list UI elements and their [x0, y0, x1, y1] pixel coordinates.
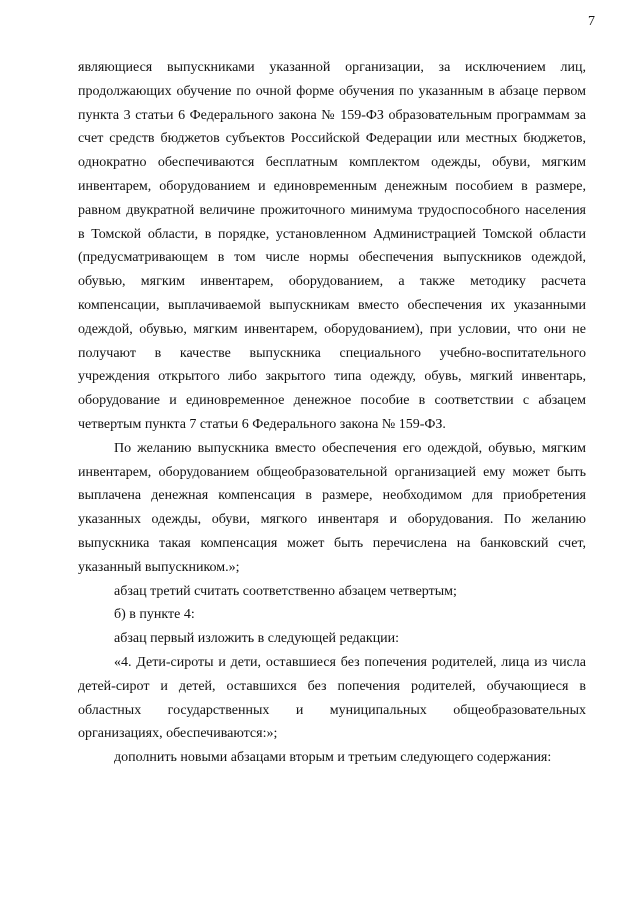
- text-line: в Томской области, в порядке, установленном Администрацией Томской области: [78, 226, 586, 242]
- text-line: детей-сирот и детей, оставшихся без попечения родителей, обучающиеся в: [78, 678, 586, 694]
- text-line: указанный выпускником.»;: [78, 559, 240, 575]
- page-number: 7: [588, 14, 595, 29]
- text-line: инвентарем, оборудованием общеобразовательной организацией ему может быть: [78, 464, 586, 480]
- text-line: пункта 3 статьи 6 Федерального закона № 159-ФЗ образовательным программам за: [78, 107, 586, 123]
- text-line: продолжающих обучение по очной форме обучения по указанным в абзаце первом: [78, 83, 586, 99]
- text-line: областных государственных и муниципальных общеобразовательных: [78, 702, 586, 718]
- text-line: указанных одежды, обуви, мягкого инвентаря и оборудования. По желанию: [78, 512, 586, 528]
- text-line: «4. Дети-сироты и дети, оставшиеся без попечения родителей, лица из числа: [114, 654, 586, 670]
- text-line: абзац первый изложить в следующей редакции:: [114, 631, 400, 647]
- text-line: счет средств бюджетов субъектов Российской Федерации или местных бюджетов,: [78, 131, 586, 147]
- text-line: одеждой, обувью, мягким инвентарем, оборудованием), при условии, что они не: [78, 321, 586, 337]
- document-body: [78, 56, 586, 770]
- text-line: равном двукратной величине прожиточного минимума трудоспособного населения: [78, 202, 586, 218]
- text-line: являющиеся выпускниками указанной организации, за исключением лиц,: [78, 60, 586, 75]
- text-line: учреждения открытого либо закрытого типа одежду, обувь, мягкий инвентарь,: [78, 369, 586, 385]
- text-line: дополнить новыми абзацами вторым и третьим следующего содержания:: [114, 750, 552, 766]
- text-line: инвентарем, оборудованием и единовременным денежным пособием в размере,: [78, 178, 586, 194]
- text-line: выплачена денежная компенсация в размере, необходимом для приобретения: [78, 488, 586, 504]
- text-line: организациях, обеспечиваются:»;: [78, 726, 278, 742]
- text-line: компенсации, выплачиваемой выпускникам вместо обеспечения их указанными: [78, 297, 586, 313]
- text-line: б) в пункте 4:: [114, 607, 195, 623]
- text-line: однократно обеспечиваются бесплатным комплектом одежды, обуви, мягким: [78, 155, 586, 171]
- text-line: абзац третий считать соответственно абзацем четвертым;: [114, 583, 457, 599]
- text-line: четвертым пункта 7 статьи 6 Федерального закона № 159-ФЗ.: [78, 416, 446, 432]
- text-line: (предусматривающем в том числе нормы обеспечения выпускников одеждой,: [78, 250, 586, 266]
- text-line: По желанию выпускника вместо обеспечения его одеждой, обувью, мягким: [114, 440, 586, 456]
- text-line: получают в качестве выпускника специального учебно-воспитательного: [78, 345, 586, 361]
- text-line: оборудование и единовременное денежное пособие в соответствии с абзацем: [78, 393, 586, 409]
- text-line: обувью, мягким инвентарем, оборудованием, а также методику расчета: [78, 274, 586, 290]
- text-line: выпускника такая компенсация может быть перечислена на банковский счет,: [78, 535, 586, 551]
